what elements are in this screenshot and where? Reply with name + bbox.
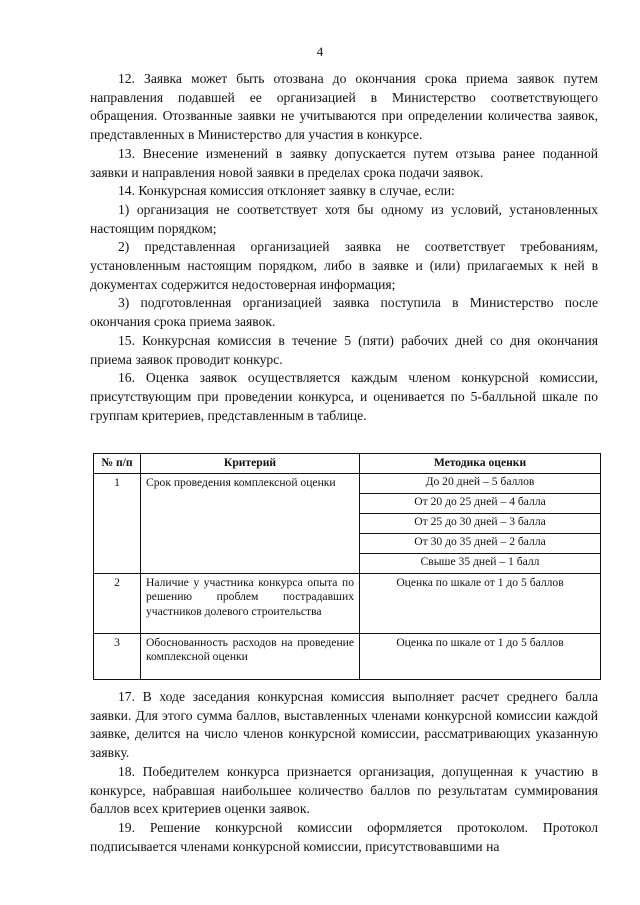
row-2-criterion xyxy=(141,573,360,633)
row-1-method-5: Свыше 35 дней – 1 балл xyxy=(360,553,601,573)
header-criterion: Критерий xyxy=(141,454,360,474)
table-row xyxy=(94,573,601,633)
table-header-row xyxy=(94,454,601,474)
paragraph-14-item-1: 1) организация не соответствует хотя бы одному из условий, установленных настоящим порядком; xyxy=(90,201,598,236)
row-3-num: 3 xyxy=(94,633,141,679)
row-1-criterion xyxy=(141,473,360,573)
paragraph-14-item-3: 3) подготовленная организацией заявка поступила в Министерство после окончания срока приема заявок. xyxy=(90,295,598,330)
row-3-method: Оценка по шкале от 1 до 5 баллов xyxy=(360,633,601,679)
row-2-criterion-text: Наличие у участника конкурса опыта по решению проблем пострадавших участников долевого строительства xyxy=(146,575,354,618)
row-1-criterion-text: Срок проведения комплексной оценки xyxy=(146,475,336,489)
body-text-bottom xyxy=(90,688,598,856)
paragraph-18: 18. Победителем конкурса признается организация, допущенная к участию в конкурсе, набравшая наибольшее количество баллов по результатам суммирования баллов всех критериев оценки заявок. xyxy=(90,763,598,817)
table-row xyxy=(94,633,601,679)
paragraph-13: 13. Внесение изменений в заявку допускается путем отзыва ранее поданной заявки и направления новой заявки в пределах срока подачи заявок. xyxy=(90,145,598,180)
table-row xyxy=(94,473,601,493)
row-1-num: 1 xyxy=(94,473,141,573)
paragraph-15: 15. Конкурсная комиссия в течение 5 (пяти) рабочих дней со дня окончания приема заявок проводит конкурс. xyxy=(90,332,598,367)
paragraph-16: 16. Оценка заявок осуществляется каждым членом конкурсной комиссии, присутствующим при проведении конкурса, и оценивается по 5-балльной шкале по группам критериев, представленным в таблице. xyxy=(90,370,598,423)
paragraph-19: 19. Решение конкурсной комиссии оформляется протоколом. Протокол подписывается членами конкурсной комиссии, присутствовавшими на xyxy=(90,819,598,854)
page-number: 4 xyxy=(316,44,324,59)
criteria-table xyxy=(93,453,601,680)
paragraph-12: 12. Заявка может быть отозвана до окончания срока приема заявок путем направления подавшей ее организацией в Министерство соответствующего обращения. Отозванные заявки не учитываются при определении количества заявок, представленных в Министерство для участия в конкурсе. xyxy=(90,71,598,143)
row-3-criterion xyxy=(141,633,360,679)
body-text-top xyxy=(90,70,598,425)
header-num: № п/п xyxy=(94,454,141,474)
row-1-method-4: От 30 до 35 дней – 2 балла xyxy=(360,533,601,553)
row-1-method-1: До 20 дней – 5 баллов xyxy=(360,473,601,493)
header-method: Методика оценки xyxy=(360,454,601,474)
row-2-num: 2 xyxy=(94,573,141,633)
paragraph-14-item-2: 2) представленная организацией заявка не соответствует требованиям, установленным настоящим порядком, либо в заявке и (или) прилагаемых к ней в документах содержится недостоверная информация; xyxy=(90,239,598,292)
row-3-criterion-text: Обоснованность расходов на проведение комплексной оценки xyxy=(146,635,354,663)
row-2-method: Оценка по шкале от 1 до 5 баллов xyxy=(360,573,601,633)
paragraph-14: 14. Конкурсная комиссия отклоняет заявку в случае, если: xyxy=(118,183,455,199)
row-1-method-2: От 20 до 25 дней – 4 балла xyxy=(360,493,601,513)
paragraph-17: 17. В ходе заседания конкурсная комиссия выполняет расчет среднего балла заявки. Для этого сумма баллов, выставленных членами конкурсной комиссии каждой заявке, делится на число членов конкурсной комиссии, рассматривающих указанную заявку. xyxy=(90,689,598,761)
row-1-method-3: От 25 до 30 дней – 3 балла xyxy=(360,513,601,533)
